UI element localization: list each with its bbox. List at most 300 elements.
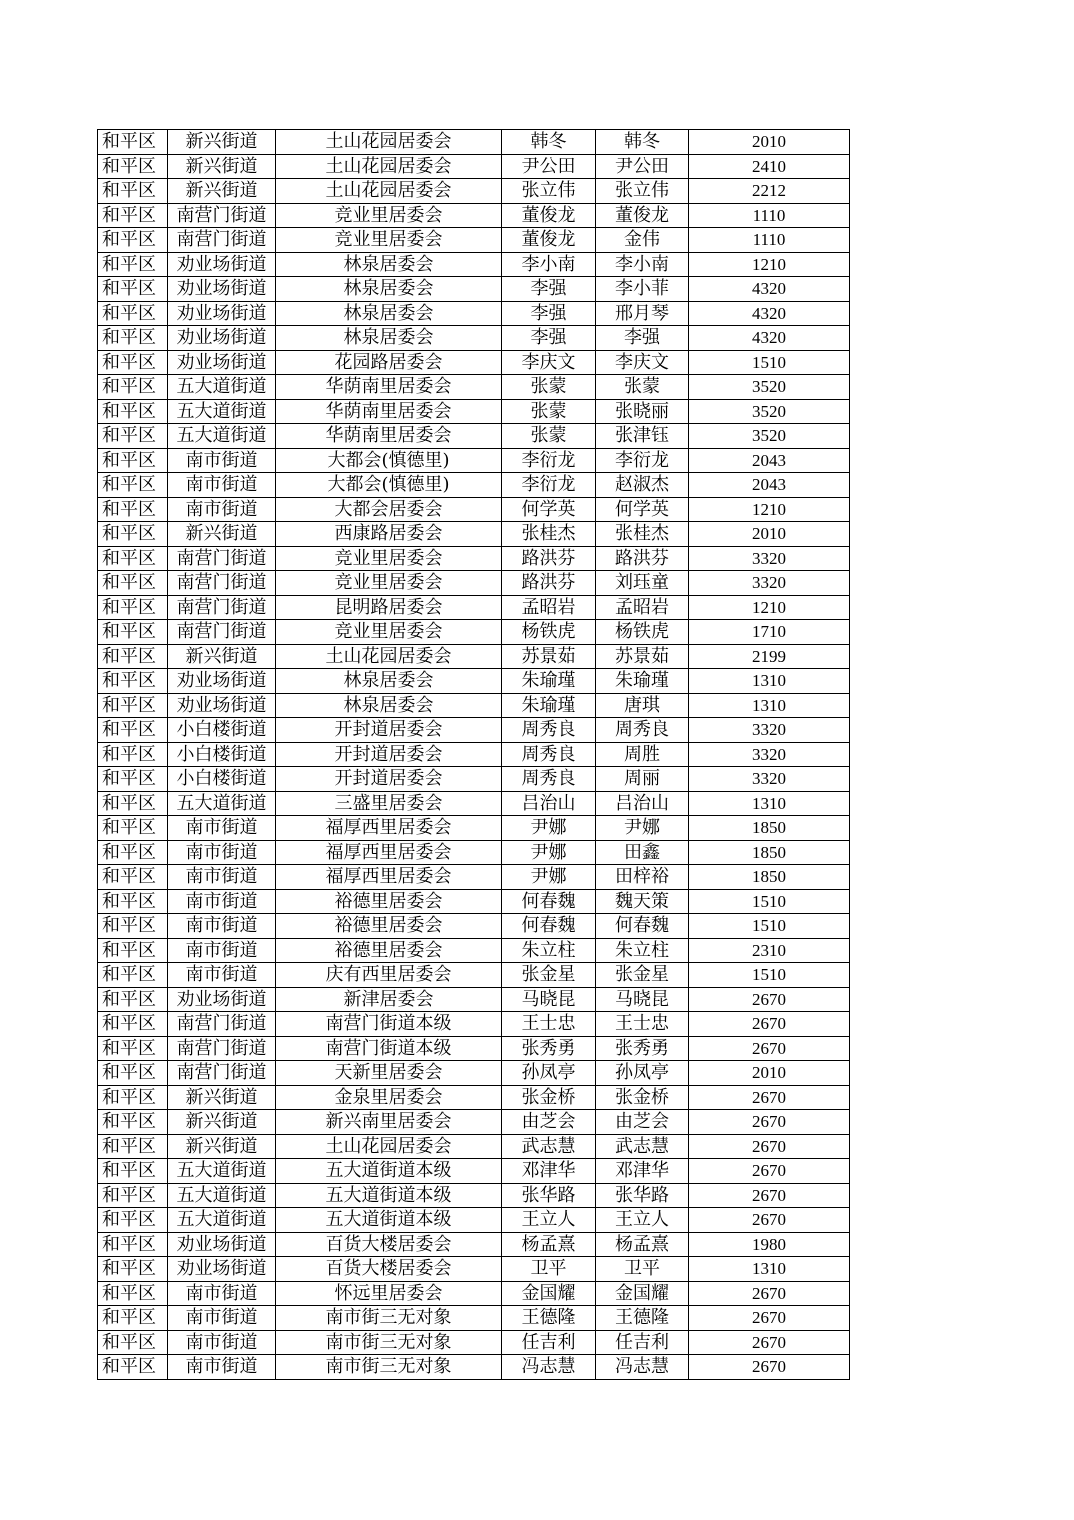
member-cell: 卫平 xyxy=(596,1257,689,1282)
table-row xyxy=(98,1085,850,1110)
member-cell: 邢月琴 xyxy=(596,301,689,326)
community-cell: 五大道街道本级 xyxy=(276,1159,502,1184)
amount-cell: 2670 xyxy=(689,1281,850,1306)
member-cell: 李庆文 xyxy=(596,350,689,375)
member-cell: 张蒙 xyxy=(596,375,689,400)
street-cell: 劝业场街道 xyxy=(168,326,276,351)
community-cell: 林泉居委会 xyxy=(276,277,502,302)
street-cell: 新兴街道 xyxy=(168,522,276,547)
member-cell: 韩冬 xyxy=(596,130,689,155)
member-cell: 李小菲 xyxy=(596,277,689,302)
table-row xyxy=(98,1110,850,1135)
table-row xyxy=(98,1281,850,1306)
table-row xyxy=(98,1257,850,1282)
community-cell: 福厚西里居委会 xyxy=(276,816,502,841)
amount-cell: 2670 xyxy=(689,987,850,1012)
applicant-cell: 冯志慧 xyxy=(502,1355,596,1380)
table-row xyxy=(98,816,850,841)
district-cell: 和平区 xyxy=(98,203,168,228)
street-cell: 南营门街道 xyxy=(168,1012,276,1037)
street-cell: 南营门街道 xyxy=(168,571,276,596)
community-cell: 五大道街道本级 xyxy=(276,1183,502,1208)
table-row xyxy=(98,326,850,351)
community-cell: 西康路居委会 xyxy=(276,522,502,547)
member-cell: 王德隆 xyxy=(596,1306,689,1331)
amount-cell: 3320 xyxy=(689,571,850,596)
street-cell: 南市街道 xyxy=(168,1355,276,1380)
applicant-cell: 孟昭岩 xyxy=(502,595,596,620)
community-cell: 竞业里居委会 xyxy=(276,546,502,571)
community-cell: 竞业里居委会 xyxy=(276,620,502,645)
amount-cell: 2670 xyxy=(689,1330,850,1355)
member-cell: 武志慧 xyxy=(596,1134,689,1159)
district-cell: 和平区 xyxy=(98,1110,168,1135)
community-cell: 裕德里居委会 xyxy=(276,889,502,914)
member-cell: 王士忠 xyxy=(596,1012,689,1037)
member-cell: 唐琪 xyxy=(596,693,689,718)
district-cell: 和平区 xyxy=(98,424,168,449)
table-row xyxy=(98,1355,850,1380)
amount-cell: 1850 xyxy=(689,865,850,890)
member-cell: 马晓昆 xyxy=(596,987,689,1012)
member-cell: 张金桥 xyxy=(596,1085,689,1110)
applicant-cell: 董俊龙 xyxy=(502,228,596,253)
member-cell: 王立人 xyxy=(596,1208,689,1233)
district-cell: 和平区 xyxy=(98,644,168,669)
applicant-cell: 张立伟 xyxy=(502,179,596,204)
street-cell: 新兴街道 xyxy=(168,130,276,155)
table-row xyxy=(98,693,850,718)
amount-cell: 1980 xyxy=(689,1232,850,1257)
table-row xyxy=(98,914,850,939)
community-cell: 竞业里居委会 xyxy=(276,228,502,253)
member-cell: 杨孟熹 xyxy=(596,1232,689,1257)
table-row xyxy=(98,1330,850,1355)
applicant-cell: 董俊龙 xyxy=(502,203,596,228)
applicant-cell: 马晓昆 xyxy=(502,987,596,1012)
amount-cell: 1210 xyxy=(689,595,850,620)
district-cell: 和平区 xyxy=(98,865,168,890)
amount-cell: 1210 xyxy=(689,497,850,522)
member-cell: 由芝会 xyxy=(596,1110,689,1135)
amount-cell: 1110 xyxy=(689,228,850,253)
applicant-cell: 周秀良 xyxy=(502,718,596,743)
amount-cell: 2670 xyxy=(689,1134,850,1159)
applicant-cell: 朱瑜瑾 xyxy=(502,669,596,694)
amount-cell: 3520 xyxy=(689,399,850,424)
street-cell: 南营门街道 xyxy=(168,1036,276,1061)
table-row xyxy=(98,350,850,375)
table-row xyxy=(98,448,850,473)
community-cell: 林泉居委会 xyxy=(276,252,502,277)
table-row xyxy=(98,1036,850,1061)
street-cell: 新兴街道 xyxy=(168,644,276,669)
applicant-cell: 张蒙 xyxy=(502,399,596,424)
amount-cell: 1510 xyxy=(689,889,850,914)
table-row xyxy=(98,644,850,669)
street-cell: 南营门街道 xyxy=(168,1061,276,1086)
district-cell: 和平区 xyxy=(98,620,168,645)
applicant-cell: 张金星 xyxy=(502,963,596,988)
street-cell: 劝业场街道 xyxy=(168,301,276,326)
street-cell: 南市街道 xyxy=(168,840,276,865)
table-body xyxy=(98,130,850,1380)
district-cell: 和平区 xyxy=(98,546,168,571)
member-cell: 赵淑杰 xyxy=(596,473,689,498)
amount-cell: 2043 xyxy=(689,473,850,498)
amount-cell: 2670 xyxy=(689,1159,850,1184)
community-cell: 南市街三无对象 xyxy=(276,1355,502,1380)
amount-cell: 2670 xyxy=(689,1036,850,1061)
district-cell: 和平区 xyxy=(98,1355,168,1380)
street-cell: 南市街道 xyxy=(168,448,276,473)
applicant-cell: 李衍龙 xyxy=(502,448,596,473)
district-cell: 和平区 xyxy=(98,154,168,179)
amount-cell: 2010 xyxy=(689,522,850,547)
district-cell: 和平区 xyxy=(98,522,168,547)
table-row xyxy=(98,546,850,571)
amount-cell: 3520 xyxy=(689,375,850,400)
street-cell: 南营门街道 xyxy=(168,620,276,645)
community-cell: 开封道居委会 xyxy=(276,742,502,767)
amount-cell: 2310 xyxy=(689,938,850,963)
street-cell: 南市街道 xyxy=(168,1306,276,1331)
table-row xyxy=(98,1012,850,1037)
community-cell: 福厚西里居委会 xyxy=(276,840,502,865)
table-row xyxy=(98,154,850,179)
member-cell: 魏天策 xyxy=(596,889,689,914)
district-cell: 和平区 xyxy=(98,571,168,596)
table-row xyxy=(98,791,850,816)
applicant-cell: 韩冬 xyxy=(502,130,596,155)
amount-cell: 1210 xyxy=(689,252,850,277)
applicant-cell: 李小南 xyxy=(502,252,596,277)
amount-cell: 1310 xyxy=(689,669,850,694)
street-cell: 南营门街道 xyxy=(168,595,276,620)
member-cell: 田鑫 xyxy=(596,840,689,865)
district-cell: 和平区 xyxy=(98,1281,168,1306)
table-row xyxy=(98,571,850,596)
applicant-cell: 路洪芬 xyxy=(502,571,596,596)
district-cell: 和平区 xyxy=(98,1208,168,1233)
amount-cell: 2043 xyxy=(689,448,850,473)
district-cell: 和平区 xyxy=(98,326,168,351)
district-cell: 和平区 xyxy=(98,791,168,816)
applicant-cell: 王士忠 xyxy=(502,1012,596,1037)
community-cell: 天新里居委会 xyxy=(276,1061,502,1086)
member-cell: 苏景茹 xyxy=(596,644,689,669)
district-cell: 和平区 xyxy=(98,1061,168,1086)
street-cell: 五大道街道 xyxy=(168,791,276,816)
community-cell: 土山花园居委会 xyxy=(276,130,502,155)
table-row xyxy=(98,203,850,228)
amount-cell: 4320 xyxy=(689,277,850,302)
member-cell: 张桂杰 xyxy=(596,522,689,547)
member-cell: 张华路 xyxy=(596,1183,689,1208)
district-cell: 和平区 xyxy=(98,301,168,326)
amount-cell: 2670 xyxy=(689,1208,850,1233)
community-cell: 花园路居委会 xyxy=(276,350,502,375)
table-row xyxy=(98,375,850,400)
amount-cell: 1510 xyxy=(689,914,850,939)
table-row xyxy=(98,963,850,988)
community-cell: 南市街三无对象 xyxy=(276,1306,502,1331)
amount-cell: 2670 xyxy=(689,1110,850,1135)
applicant-cell: 尹娜 xyxy=(502,865,596,890)
community-cell: 新津居委会 xyxy=(276,987,502,1012)
member-cell: 杨铁虎 xyxy=(596,620,689,645)
district-cell: 和平区 xyxy=(98,1036,168,1061)
applicant-cell: 任吉利 xyxy=(502,1330,596,1355)
member-cell: 张秀勇 xyxy=(596,1036,689,1061)
street-cell: 南市街道 xyxy=(168,816,276,841)
street-cell: 劝业场街道 xyxy=(168,252,276,277)
relief-roster-table xyxy=(97,129,850,1380)
table-row xyxy=(98,497,850,522)
district-cell: 和平区 xyxy=(98,1085,168,1110)
table-row xyxy=(98,595,850,620)
table-row xyxy=(98,1232,850,1257)
district-cell: 和平区 xyxy=(98,375,168,400)
district-cell: 和平区 xyxy=(98,252,168,277)
amount-cell: 4320 xyxy=(689,326,850,351)
table-row xyxy=(98,424,850,449)
community-cell: 五大道街道本级 xyxy=(276,1208,502,1233)
community-cell: 百货大楼居委会 xyxy=(276,1257,502,1282)
member-cell: 孟昭岩 xyxy=(596,595,689,620)
member-cell: 吕治山 xyxy=(596,791,689,816)
applicant-cell: 张华路 xyxy=(502,1183,596,1208)
member-cell: 孙凤亭 xyxy=(596,1061,689,1086)
community-cell: 南营门街道本级 xyxy=(276,1036,502,1061)
table-row xyxy=(98,938,850,963)
amount-cell: 2410 xyxy=(689,154,850,179)
table-row xyxy=(98,1306,850,1331)
street-cell: 劝业场街道 xyxy=(168,669,276,694)
community-cell: 大都会(慎德里) xyxy=(276,448,502,473)
street-cell: 南市街道 xyxy=(168,473,276,498)
table-row xyxy=(98,130,850,155)
member-cell: 张立伟 xyxy=(596,179,689,204)
member-cell: 金伟 xyxy=(596,228,689,253)
member-cell: 朱立柱 xyxy=(596,938,689,963)
community-cell: 林泉居委会 xyxy=(276,669,502,694)
member-cell: 邓津华 xyxy=(596,1159,689,1184)
member-cell: 尹公田 xyxy=(596,154,689,179)
amount-cell: 2010 xyxy=(689,130,850,155)
table-row xyxy=(98,987,850,1012)
table-row xyxy=(98,840,850,865)
table-row xyxy=(98,252,850,277)
street-cell: 五大道街道 xyxy=(168,1183,276,1208)
street-cell: 五大道街道 xyxy=(168,1159,276,1184)
applicant-cell: 朱立柱 xyxy=(502,938,596,963)
district-cell: 和平区 xyxy=(98,669,168,694)
district-cell: 和平区 xyxy=(98,1257,168,1282)
member-cell: 周丽 xyxy=(596,767,689,792)
street-cell: 南营门街道 xyxy=(168,203,276,228)
applicant-cell: 周秀良 xyxy=(502,767,596,792)
applicant-cell: 金国耀 xyxy=(502,1281,596,1306)
amount-cell: 2212 xyxy=(689,179,850,204)
street-cell: 新兴街道 xyxy=(168,1110,276,1135)
community-cell: 竞业里居委会 xyxy=(276,203,502,228)
street-cell: 劝业场街道 xyxy=(168,277,276,302)
district-cell: 和平区 xyxy=(98,1183,168,1208)
applicant-cell: 孙凤亭 xyxy=(502,1061,596,1086)
street-cell: 劝业场街道 xyxy=(168,987,276,1012)
community-cell: 大都会居委会 xyxy=(276,497,502,522)
applicant-cell: 苏景茹 xyxy=(502,644,596,669)
district-cell: 和平区 xyxy=(98,963,168,988)
community-cell: 百货大楼居委会 xyxy=(276,1232,502,1257)
member-cell: 何学英 xyxy=(596,497,689,522)
district-cell: 和平区 xyxy=(98,350,168,375)
member-cell: 刘珏童 xyxy=(596,571,689,596)
community-cell: 华荫南里居委会 xyxy=(276,399,502,424)
community-cell: 华荫南里居委会 xyxy=(276,424,502,449)
street-cell: 新兴街道 xyxy=(168,179,276,204)
amount-cell: 3320 xyxy=(689,767,850,792)
applicant-cell: 卫平 xyxy=(502,1257,596,1282)
amount-cell: 2199 xyxy=(689,644,850,669)
street-cell: 劝业场街道 xyxy=(168,693,276,718)
district-cell: 和平区 xyxy=(98,1232,168,1257)
street-cell: 五大道街道 xyxy=(168,375,276,400)
amount-cell: 2670 xyxy=(689,1306,850,1331)
district-cell: 和平区 xyxy=(98,816,168,841)
amount-cell: 1310 xyxy=(689,1257,850,1282)
member-cell: 金国耀 xyxy=(596,1281,689,1306)
street-cell: 小白楼街道 xyxy=(168,767,276,792)
applicant-cell: 周秀良 xyxy=(502,742,596,767)
street-cell: 南营门街道 xyxy=(168,546,276,571)
applicant-cell: 张蒙 xyxy=(502,375,596,400)
applicant-cell: 李强 xyxy=(502,326,596,351)
amount-cell: 1510 xyxy=(689,350,850,375)
community-cell: 土山花园居委会 xyxy=(276,644,502,669)
applicant-cell: 何学英 xyxy=(502,497,596,522)
street-cell: 南市街道 xyxy=(168,497,276,522)
community-cell: 金泉里居委会 xyxy=(276,1085,502,1110)
amount-cell: 3520 xyxy=(689,424,850,449)
district-cell: 和平区 xyxy=(98,1134,168,1159)
applicant-cell: 尹娜 xyxy=(502,840,596,865)
community-cell: 裕德里居委会 xyxy=(276,914,502,939)
district-cell: 和平区 xyxy=(98,840,168,865)
district-cell: 和平区 xyxy=(98,595,168,620)
applicant-cell: 杨孟熹 xyxy=(502,1232,596,1257)
amount-cell: 1850 xyxy=(689,840,850,865)
street-cell: 南市街道 xyxy=(168,1330,276,1355)
community-cell: 土山花园居委会 xyxy=(276,154,502,179)
community-cell: 土山花园居委会 xyxy=(276,179,502,204)
street-cell: 南市街道 xyxy=(168,914,276,939)
member-cell: 张津钰 xyxy=(596,424,689,449)
member-cell: 田梓裕 xyxy=(596,865,689,890)
applicant-cell: 李庆文 xyxy=(502,350,596,375)
district-cell: 和平区 xyxy=(98,1012,168,1037)
district-cell: 和平区 xyxy=(98,1306,168,1331)
street-cell: 南市街道 xyxy=(168,865,276,890)
table-row xyxy=(98,228,850,253)
member-cell: 李衍龙 xyxy=(596,448,689,473)
member-cell: 周秀良 xyxy=(596,718,689,743)
member-cell: 冯志慧 xyxy=(596,1355,689,1380)
street-cell: 南市街道 xyxy=(168,938,276,963)
applicant-cell: 何春魏 xyxy=(502,914,596,939)
member-cell: 任吉利 xyxy=(596,1330,689,1355)
applicant-cell: 张金桥 xyxy=(502,1085,596,1110)
community-cell: 新兴南里居委会 xyxy=(276,1110,502,1135)
member-cell: 朱瑜瑾 xyxy=(596,669,689,694)
applicant-cell: 张蒙 xyxy=(502,424,596,449)
amount-cell: 4320 xyxy=(689,301,850,326)
district-cell: 和平区 xyxy=(98,767,168,792)
amount-cell: 3320 xyxy=(689,718,850,743)
street-cell: 新兴街道 xyxy=(168,1085,276,1110)
table-row xyxy=(98,1061,850,1086)
applicant-cell: 张桂杰 xyxy=(502,522,596,547)
table-row xyxy=(98,889,850,914)
table-row xyxy=(98,1208,850,1233)
table-row xyxy=(98,620,850,645)
table-row xyxy=(98,718,850,743)
table-row xyxy=(98,742,850,767)
street-cell: 南市街道 xyxy=(168,963,276,988)
street-cell: 南市街道 xyxy=(168,1281,276,1306)
member-cell: 李强 xyxy=(596,326,689,351)
amount-cell: 2670 xyxy=(689,1012,850,1037)
district-cell: 和平区 xyxy=(98,399,168,424)
applicant-cell: 吕治山 xyxy=(502,791,596,816)
amount-cell: 2670 xyxy=(689,1183,850,1208)
amount-cell: 1850 xyxy=(689,816,850,841)
amount-cell: 1110 xyxy=(689,203,850,228)
member-cell: 董俊龙 xyxy=(596,203,689,228)
table-row xyxy=(98,473,850,498)
district-cell: 和平区 xyxy=(98,1159,168,1184)
district-cell: 和平区 xyxy=(98,497,168,522)
street-cell: 劝业场街道 xyxy=(168,1232,276,1257)
street-cell: 五大道街道 xyxy=(168,399,276,424)
community-cell: 南营门街道本级 xyxy=(276,1012,502,1037)
applicant-cell: 朱瑜瑾 xyxy=(502,693,596,718)
table-row xyxy=(98,865,850,890)
street-cell: 新兴街道 xyxy=(168,1134,276,1159)
member-cell: 张晓丽 xyxy=(596,399,689,424)
community-cell: 开封道居委会 xyxy=(276,767,502,792)
applicant-cell: 李衍龙 xyxy=(502,473,596,498)
amount-cell: 2670 xyxy=(689,1355,850,1380)
applicant-cell: 杨铁虎 xyxy=(502,620,596,645)
member-cell: 张金星 xyxy=(596,963,689,988)
applicant-cell: 王立人 xyxy=(502,1208,596,1233)
district-cell: 和平区 xyxy=(98,914,168,939)
community-cell: 三盛里居委会 xyxy=(276,791,502,816)
amount-cell: 3320 xyxy=(689,742,850,767)
district-cell: 和平区 xyxy=(98,228,168,253)
district-cell: 和平区 xyxy=(98,130,168,155)
community-cell: 福厚西里居委会 xyxy=(276,865,502,890)
applicant-cell: 尹娜 xyxy=(502,816,596,841)
community-cell: 土山花园居委会 xyxy=(276,1134,502,1159)
community-cell: 竞业里居委会 xyxy=(276,571,502,596)
table-row xyxy=(98,1159,850,1184)
member-cell: 路洪芬 xyxy=(596,546,689,571)
member-cell: 尹娜 xyxy=(596,816,689,841)
applicant-cell: 武志慧 xyxy=(502,1134,596,1159)
